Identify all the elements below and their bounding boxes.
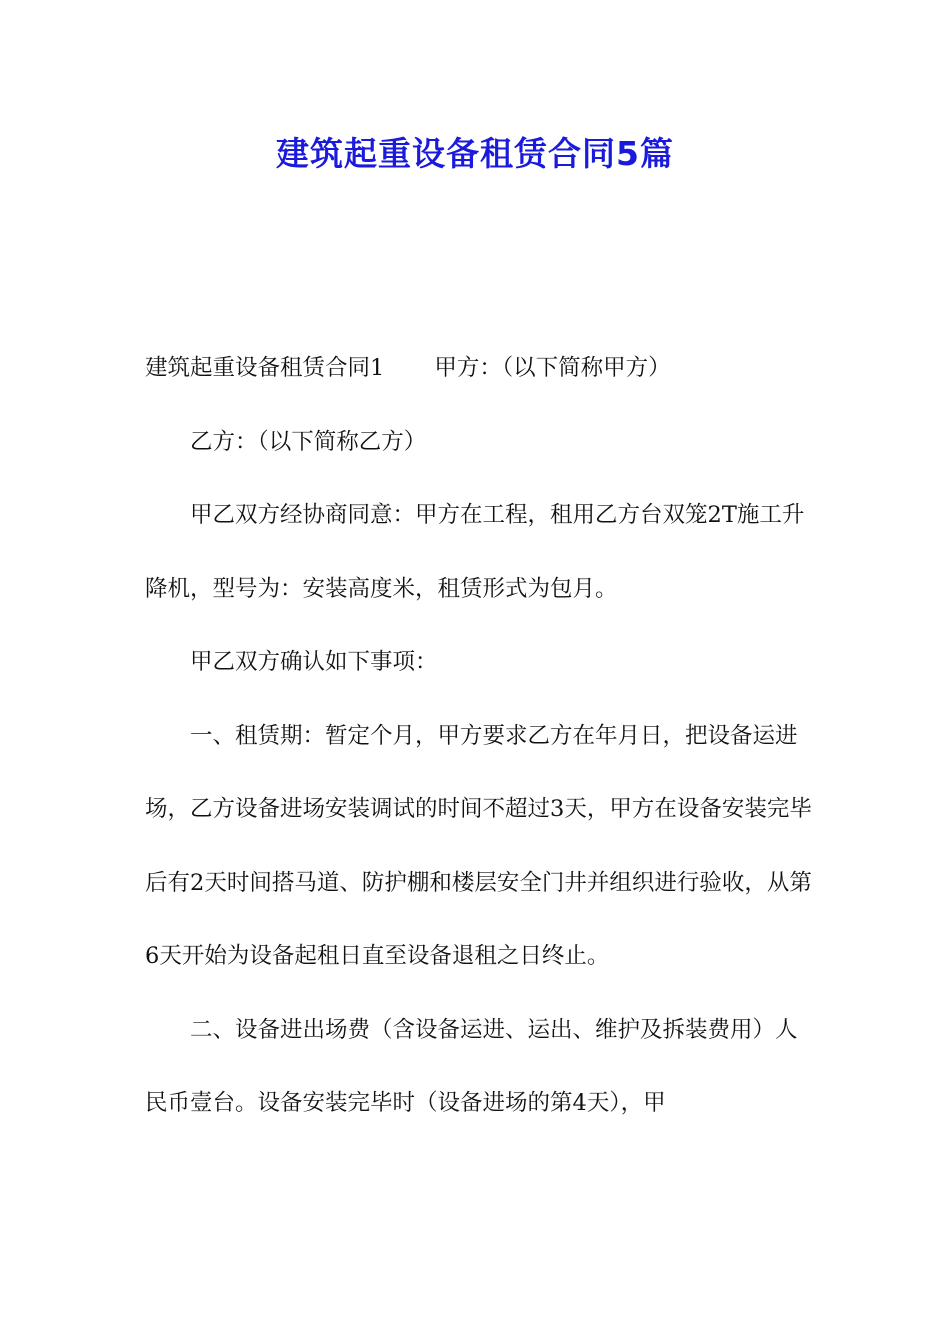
party-a-line: 甲方：（以下简称甲方）: [434, 355, 671, 381]
paragraph-clause-1: 一、租赁期：暂定个月，甲方要求乙方在年月日，把设备运进场，乙方设备进场安装调试的时间不超过3天，甲方在设备安装完毕后有2天时间搭马道、防护棚和楼层安全门井并组织进行验收，从第6天开始为设备起租日直至设备退租之日终止。: [145, 722, 812, 969]
document-body: [145, 332, 817, 1141]
paragraph-confirm: 甲乙双方确认如下事项：: [190, 649, 438, 675]
paragraph-clause-2: 二、设备进出场费（含设备运进、运出、维护及拆装费用）人民币壹台。设备安装完毕时（设备进场的第4天），甲: [145, 1016, 798, 1116]
paragraph-agreement: 甲乙双方经协商同意：甲方在工程，租用乙方台双笼2T施工升降机，型号为：安装高度米，租赁形式为包月。: [145, 502, 805, 602]
document-title: 建筑起重设备租赁合同5篇: [276, 134, 674, 173]
first-line: [145, 332, 817, 406]
contract-heading: 建筑起重设备租赁合同1: [145, 355, 385, 381]
paragraph-party-b: 乙方：（以下简称乙方）: [190, 428, 427, 455]
